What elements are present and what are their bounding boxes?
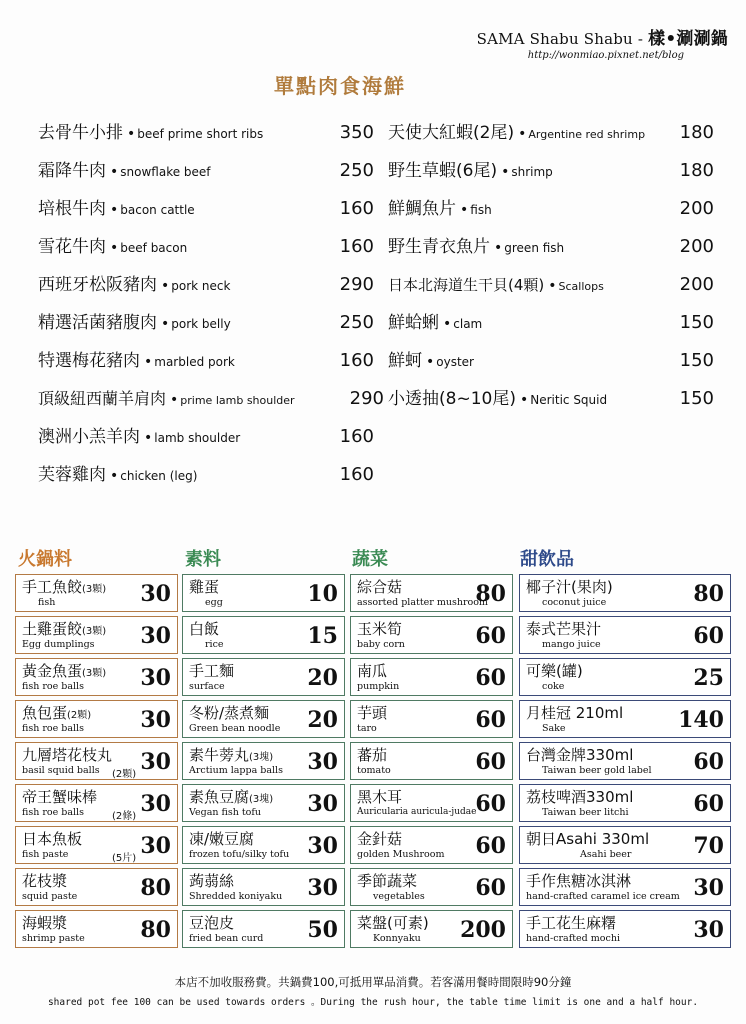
- item-name-cn: 野生青衣魚片: [388, 237, 490, 257]
- item-name-cn: [22, 702, 91, 723]
- hotpot-item: [15, 868, 178, 906]
- item-name-text: 素牛蒡丸: [189, 746, 250, 764]
- item-name-en: Scallops: [558, 280, 604, 293]
- item-name-cn: 霜降牛肉: [38, 161, 106, 181]
- menu-item: [38, 422, 374, 460]
- item-name-cn: 綜合菇: [357, 578, 403, 596]
- item-price: 150: [679, 312, 714, 333]
- item-quantity: (3顆): [82, 668, 107, 679]
- menu-item: [388, 232, 714, 270]
- hotpot-item: [15, 784, 178, 822]
- bullet-dot-icon: •: [144, 430, 153, 446]
- drink-item: [519, 784, 731, 822]
- item-price: 70: [693, 833, 724, 859]
- item-name-en: hand-crafted caramel ice cream: [526, 891, 680, 902]
- item-name-cn: 玉米筍: [357, 620, 403, 638]
- item-name-en: Asahi beer: [580, 849, 632, 860]
- item-name-en: chicken (leg): [120, 469, 198, 483]
- bullet-dot-icon: •: [460, 202, 469, 218]
- drinks-list: [519, 574, 731, 952]
- item-name-en: assorted platter mushroom: [357, 597, 488, 608]
- drink-item: [519, 910, 731, 948]
- item-name-cn: 芋頭: [357, 704, 388, 722]
- item-name-cn: 荔枝啤酒330ml: [526, 788, 634, 806]
- item-name-en: green fish: [504, 241, 565, 255]
- item-name-en: Vegan fish tofu: [189, 807, 262, 818]
- menu-item: [388, 194, 714, 232]
- bullet-dot-icon: •: [110, 164, 119, 180]
- item-price: 200: [679, 274, 714, 295]
- item-price: 200: [679, 198, 714, 219]
- item-price: 60: [693, 791, 724, 817]
- bullet-dot-icon: •: [518, 126, 527, 142]
- bullet-dot-icon: •: [127, 126, 136, 142]
- item-price: 160: [339, 236, 374, 257]
- bullet-dot-icon: •: [548, 278, 557, 294]
- item-price: 350: [339, 122, 374, 143]
- item-price: 30: [307, 749, 338, 775]
- category-vegetables-heading: 蔬菜: [352, 549, 388, 570]
- vegetable-item: [350, 910, 513, 948]
- hotpot-item: [15, 742, 178, 780]
- menu-item: [388, 346, 714, 384]
- item-name-cn: 豆泡皮: [189, 914, 235, 932]
- brand-name-cn: 樣•涮涮鍋: [648, 29, 728, 49]
- brand-header: [477, 24, 728, 49]
- footer-note-en: shared pot fee 100 can be used towards orders 。During the rush hour, the table time limit is one and a half hour.: [47, 997, 699, 1008]
- hotpot-item: [15, 616, 178, 654]
- item-quantity: (3顆): [82, 584, 107, 595]
- item-price: 200: [679, 236, 714, 257]
- item-name-en: hand-crafted mochi: [526, 933, 620, 944]
- item-name-en: fish: [470, 203, 492, 217]
- item-price: 60: [475, 749, 506, 775]
- item-name-en: shrimp: [511, 165, 553, 179]
- item-price: 60: [475, 875, 506, 901]
- item-name-en: shrimp paste: [22, 933, 85, 944]
- item-price: 160: [339, 464, 374, 485]
- item-name-cn: 朝日Asahi 330ml: [526, 830, 650, 848]
- menu-item: [38, 118, 374, 156]
- bullet-dot-icon: •: [110, 468, 119, 484]
- item-name-text: 素魚豆腐: [189, 788, 250, 806]
- item-price: 150: [679, 388, 714, 409]
- item-name-en: coke: [542, 681, 565, 692]
- menu-item: [38, 156, 374, 194]
- item-price: 290: [339, 274, 374, 295]
- item-name-cn: [22, 618, 106, 639]
- item-name-en: Taiwan beer litchi: [542, 807, 629, 818]
- item-name-cn: 手工麵: [189, 662, 235, 680]
- item-price: 80: [693, 581, 724, 607]
- item-quantity: (2條): [112, 811, 137, 822]
- item-name-en: golden Mushroom: [357, 849, 445, 860]
- item-name-cn: 菜盤(可素): [357, 914, 429, 932]
- vegetables-list: [350, 574, 513, 952]
- vegetable-item: [350, 574, 513, 612]
- item-name-en: Auricularia auricula-judae: [357, 807, 477, 817]
- item-name-en: basil squid balls: [22, 765, 100, 776]
- item-name-cn: 鮮鯛魚片: [388, 199, 456, 219]
- item-name-cn: 日本魚板: [22, 830, 83, 848]
- item-price: 30: [140, 833, 171, 859]
- vegetable-item: [350, 868, 513, 906]
- item-name-cn: 黑木耳: [357, 788, 403, 806]
- item-name-cn: 泰式芒果汁: [526, 620, 602, 638]
- item-price: 30: [307, 875, 338, 901]
- item-price: 15: [307, 623, 338, 649]
- item-name-cn: 手作焦糖冰淇淋: [526, 872, 632, 890]
- item-name-text: 土雞蛋餃: [22, 620, 83, 638]
- hotpot-list: [15, 574, 178, 952]
- menu-item: [38, 346, 374, 384]
- item-name-cn: 可樂(罐): [526, 662, 583, 680]
- item-name-en: fish roe balls: [22, 681, 84, 692]
- vegetarian-item: [182, 658, 345, 696]
- item-price: 60: [693, 749, 724, 775]
- drink-item: [519, 742, 731, 780]
- menu-item: [38, 308, 374, 346]
- item-name-en: pumpkin: [357, 681, 400, 692]
- item-name-en: oyster: [436, 355, 474, 369]
- item-name-en: Argentine red shrimp: [528, 128, 646, 141]
- item-name-en: taro: [357, 723, 377, 734]
- item-name-cn: 澳洲小羔羊肉: [38, 427, 140, 447]
- vegetarian-item: [182, 868, 345, 906]
- bullet-dot-icon: •: [161, 278, 170, 294]
- item-price: 250: [339, 312, 374, 333]
- menu-item: [388, 270, 714, 308]
- item-name-en: beef prime short ribs: [137, 127, 264, 141]
- item-name-en: snowflake beef: [120, 165, 211, 179]
- item-name-cn: 精選活菌豬腹肉: [38, 313, 157, 333]
- item-price: 30: [140, 707, 171, 733]
- item-name-text: 魚包蛋: [22, 704, 68, 722]
- bullet-dot-icon: •: [110, 240, 119, 256]
- item-price: 60: [475, 665, 506, 691]
- item-name-en: mango juice: [542, 639, 601, 650]
- item-name-en: pork belly: [171, 317, 231, 331]
- item-quantity: (3顆): [82, 626, 107, 637]
- item-price: 60: [693, 623, 724, 649]
- item-name-cn: 去骨牛小排: [38, 123, 123, 143]
- item-name-en: fish roe balls: [22, 807, 84, 818]
- item-name-cn: 海蝦漿: [22, 914, 68, 932]
- menu-item: [388, 118, 714, 156]
- item-name-en: pork neck: [171, 279, 231, 293]
- menu-item: [38, 460, 374, 498]
- item-name-cn: [22, 576, 106, 597]
- item-price: 30: [140, 665, 171, 691]
- drink-item: [519, 658, 731, 696]
- item-name-cn: 月桂冠 210ml: [526, 704, 624, 722]
- hotpot-item: [15, 910, 178, 948]
- item-name-cn: 鮮蛤蜊: [388, 313, 439, 333]
- bullet-dot-icon: •: [110, 202, 119, 218]
- item-price: 150: [679, 350, 714, 371]
- item-name-cn: 野生草蝦(6尾): [388, 161, 498, 181]
- item-price: 30: [693, 875, 724, 901]
- item-name-en: Neritic Squid: [530, 393, 608, 407]
- item-price: 30: [307, 833, 338, 859]
- vegetarian-item: [182, 700, 345, 738]
- vegetarian-item: [182, 826, 345, 864]
- menu-item: [38, 232, 374, 270]
- item-price: 30: [140, 623, 171, 649]
- item-name-cn: 特選梅花豬肉: [38, 351, 140, 371]
- category-drinks-heading: 甜飲品: [520, 549, 574, 570]
- hotpot-item: [15, 826, 178, 864]
- item-name-en: vegetables: [373, 891, 425, 902]
- item-name-cn: [189, 744, 273, 765]
- drink-item: [519, 868, 731, 906]
- item-price: 60: [475, 791, 506, 817]
- item-name-cn: 白飯: [189, 620, 220, 638]
- item-name-text: 黃金魚蛋: [22, 662, 83, 680]
- bullet-dot-icon: •: [501, 164, 510, 180]
- bullet-dot-icon: •: [443, 316, 452, 332]
- item-name-en: Taiwan beer gold label: [542, 765, 652, 776]
- item-name-cn: 西班牙松阪豬肉: [38, 275, 157, 295]
- menu-item: [38, 384, 384, 422]
- item-price: 290: [349, 388, 384, 409]
- category-hotpot-heading: 火鍋料: [18, 549, 72, 570]
- hotpot-item: [15, 574, 178, 612]
- item-price: 50: [307, 917, 338, 943]
- item-price: 30: [693, 917, 724, 943]
- item-name-cn: 天使大紅蝦(2尾): [388, 123, 515, 143]
- item-name-en: Shredded koniyaku: [189, 891, 283, 902]
- item-price: 250: [339, 160, 374, 181]
- brand-name-en: SAMA Shabu Shabu -: [476, 30, 649, 48]
- vegetable-item: [350, 658, 513, 696]
- vegetable-item: [350, 700, 513, 738]
- item-price: 140: [678, 707, 724, 733]
- item-name-en: tomato: [357, 765, 391, 776]
- item-name-en: bacon cattle: [120, 203, 195, 217]
- drink-item: [519, 700, 731, 738]
- item-name-en: rice: [205, 639, 224, 650]
- item-price: 10: [307, 581, 338, 607]
- item-name-en: marbled pork: [154, 355, 235, 369]
- item-price: 20: [307, 707, 338, 733]
- item-name-en: fish roe balls: [22, 723, 84, 734]
- item-name-cn: 頂級紐西蘭羊肩肉: [38, 389, 167, 408]
- item-price: 80: [475, 581, 506, 607]
- item-name-cn: 季節蔬菜: [357, 872, 418, 890]
- item-price: 30: [140, 749, 171, 775]
- drink-item: [519, 574, 731, 612]
- page-title: 單點肉食海鮮: [274, 74, 406, 98]
- item-name-cn: 蕃茄: [357, 746, 388, 764]
- vegetable-item: [350, 616, 513, 654]
- item-name-cn: 雞蛋: [189, 578, 220, 596]
- bullet-dot-icon: •: [519, 392, 529, 408]
- item-name-en: fish paste: [22, 849, 69, 860]
- vegetarian-item: [182, 616, 345, 654]
- item-name-cn: 花枝漿: [22, 872, 68, 890]
- vegetarian-item: [182, 784, 345, 822]
- bullet-dot-icon: •: [426, 354, 435, 370]
- item-name-en: lamb shoulder: [154, 431, 241, 445]
- item-name-en: Green bean noodle: [189, 723, 281, 734]
- item-price: 160: [339, 198, 374, 219]
- item-quantity: (3塊): [249, 752, 274, 763]
- item-price: 200: [460, 917, 506, 943]
- item-name-en: surface: [189, 681, 225, 692]
- menu-item: [38, 194, 374, 232]
- hotpot-item: [15, 658, 178, 696]
- vegetarian-list: [182, 574, 345, 952]
- hotpot-item: [15, 700, 178, 738]
- item-name-en: Egg dumplings: [22, 639, 95, 650]
- item-name-en: prime lamb shoulder: [180, 394, 295, 407]
- item-name-cn: 雪花牛肉: [38, 237, 106, 257]
- item-name-cn: 冬粉/蒸煮麵: [189, 704, 270, 722]
- item-name-cn: 帝王蟹味棒: [22, 788, 98, 806]
- item-name-en: fried bean curd: [189, 933, 264, 944]
- bullet-dot-icon: •: [144, 354, 153, 370]
- item-name-cn: 鮮蚵: [388, 351, 422, 371]
- item-price: 160: [339, 350, 374, 371]
- item-price: 60: [475, 833, 506, 859]
- bullet-dot-icon: •: [170, 392, 179, 408]
- item-name-en: egg: [205, 597, 223, 608]
- item-price: 25: [693, 665, 724, 691]
- category-vegetarian-heading: 素料: [185, 549, 221, 570]
- item-price: 80: [140, 917, 171, 943]
- item-price: 60: [475, 623, 506, 649]
- item-name-en: frozen tofu/silky tofu: [189, 849, 290, 860]
- footer-note-cn: 本店不加收服務費。共鍋費100,可抵用單品消費。若客滿用餐時間限時90分鐘: [174, 975, 572, 989]
- vegetable-item: [350, 826, 513, 864]
- item-name-cn: [189, 786, 273, 807]
- item-name-cn: 南瓜: [357, 662, 388, 680]
- item-name-cn: 椰子汁(果肉): [526, 578, 613, 596]
- item-name-en: Konnyaku: [373, 933, 421, 944]
- item-name-en: coconut juice: [542, 597, 607, 608]
- drink-item: [519, 826, 731, 864]
- meat-seafood-right-column: [388, 118, 714, 422]
- menu-item: [388, 308, 714, 346]
- item-name-cn: 芙蓉雞肉: [38, 465, 106, 485]
- vegetable-item: [350, 784, 513, 822]
- item-name-cn: 小透抽(8~10尾): [388, 389, 516, 409]
- item-price: 30: [307, 791, 338, 817]
- vegetable-item: [350, 742, 513, 780]
- item-name-en: baby corn: [357, 639, 405, 650]
- item-price: 30: [140, 791, 171, 817]
- item-quantity: (5片): [112, 853, 137, 864]
- item-name-cn: 金針菇: [357, 830, 403, 848]
- item-name-cn: 手工花生麻糬: [526, 914, 617, 932]
- item-name-en: Sake: [542, 723, 566, 734]
- item-quantity: (2顆): [112, 769, 137, 780]
- item-price: 180: [679, 122, 714, 143]
- vegetarian-item: [182, 910, 345, 948]
- item-name-cn: 培根牛肉: [38, 199, 106, 219]
- meat-seafood-left-column: [38, 118, 384, 498]
- drink-item: [519, 616, 731, 654]
- vegetarian-item: [182, 574, 345, 612]
- item-price: 160: [339, 426, 374, 447]
- item-name-cn: 九層塔花枝丸: [22, 746, 113, 764]
- item-name-cn: 日本北海道生干貝(4顆): [388, 276, 545, 294]
- bullet-dot-icon: •: [494, 240, 503, 256]
- item-price: 30: [140, 581, 171, 607]
- item-name-en: beef bacon: [120, 241, 188, 255]
- item-price: 80: [140, 875, 171, 901]
- item-price: 180: [679, 160, 714, 181]
- menu-item: [388, 384, 714, 422]
- bullet-dot-icon: •: [161, 316, 170, 332]
- menu-item: [38, 270, 374, 308]
- item-name-text: 手工魚餃: [22, 578, 83, 596]
- item-name-en: squid paste: [22, 891, 78, 902]
- vegetarian-item: [182, 742, 345, 780]
- item-name-cn: [22, 660, 106, 681]
- blog-url: http://wonmiao.pixnet.net/blog: [527, 50, 684, 61]
- item-name-cn: 蒟蒻絲: [189, 872, 235, 890]
- item-name-cn: 凍/嫩豆腐: [189, 830, 255, 848]
- item-name-en: clam: [453, 317, 483, 331]
- item-price: 20: [307, 665, 338, 691]
- item-name-cn: 台灣金牌330ml: [526, 746, 634, 764]
- item-name-en: fish: [38, 597, 56, 608]
- item-name-en: Arctium lappa balls: [189, 765, 283, 776]
- item-price: 60: [475, 707, 506, 733]
- item-quantity: (3塊): [249, 794, 274, 805]
- item-quantity: (2顆): [67, 710, 92, 721]
- menu-item: [388, 156, 714, 194]
